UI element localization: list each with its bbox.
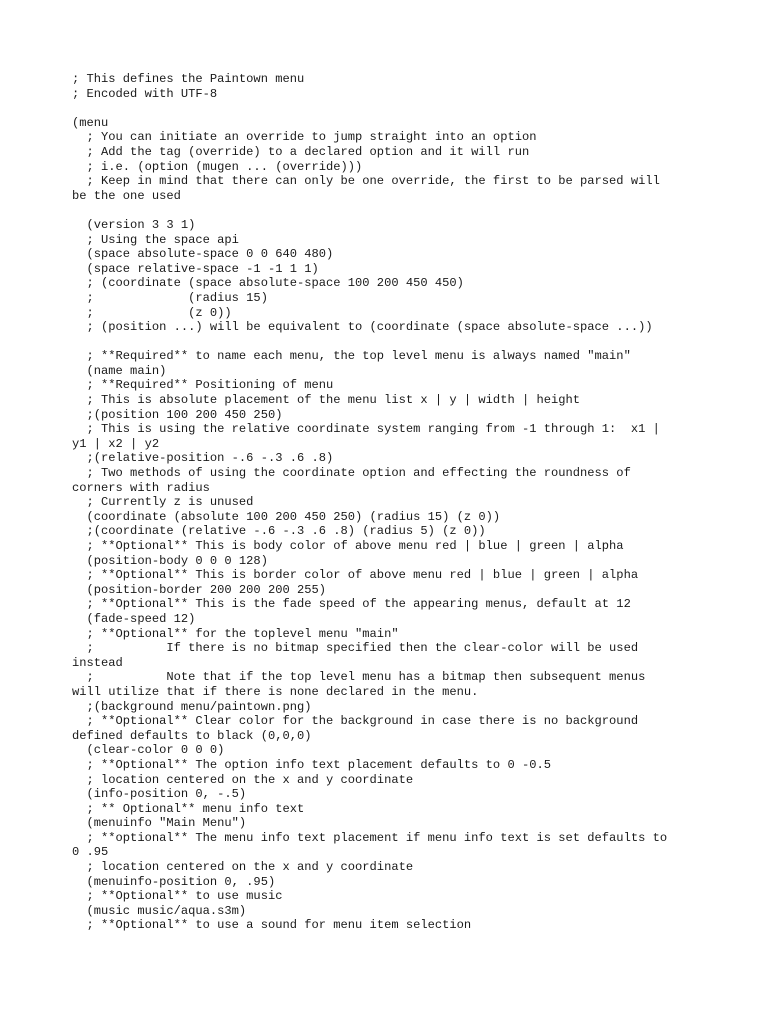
code-line: ; **Optional** This is the fade speed of the appearing menus, default at 12 [72,597,631,612]
code-line: (menuinfo "Main Menu") [72,816,247,831]
code-line: (version 3 3 1) [72,217,196,232]
code-line: be the one used [72,188,181,203]
code-line: ; **Optional** for the toplevel menu "main" [72,626,399,641]
code-line: ;(position 100 200 450 250) [72,407,283,422]
code-line: ; Using the space api [72,232,239,247]
code-line [72,335,702,350]
code-line: ; This defines the Paintown menu [72,72,305,86]
code-line: (clear-color 0 0 0) [72,743,225,758]
code-line: ; **Optional** This is body color of above menu red | blue | green | alpha [72,539,624,553]
code-line: ; i.e. (option (mugen ... (override))) [72,159,363,174]
code-line: ; ** Optional** menu info text [72,801,305,816]
code-line: ; (z 0)) [72,305,232,320]
code-line: (space relative-space -1 -1 1 1) [72,261,319,276]
code-line: (position-border 200 200 200 255) [72,582,327,597]
code-line: ; Currently z is unused [72,495,254,510]
code-line: ; **Optional** Clear color for the background in case there is no background [72,714,639,729]
code-line: ;(relative-position -.6 -.3 .6 .8) [72,451,334,466]
code-line: (space absolute-space 0 0 640 480) [72,247,334,262]
code-line: (menu [72,115,109,130]
code-line: ; **Optional** This is border color of above menu red | blue | green | alpha [72,568,639,583]
code-line: (coordinate (absolute 100 200 450 250) (radius 15) (z 0)) [72,509,501,524]
code-line: ; Add the tag (override) to a declared option and it will run [72,144,530,159]
code-line: ; (coordinate (space absolute-space 100 200 450 450) [72,276,464,291]
code-line: ; This is using the relative coordinate system ranging from -1 through 1: x1 | [72,422,660,437]
code-line: ; Encoded with UTF-8 [72,86,218,101]
code-line: (fade-speed 12) [72,611,196,626]
code-line: (info-position 0, -.5) [72,787,247,802]
code-line: ; location centered on the x and y coordinate [72,772,414,787]
code-line: ; This is absolute placement of the menu list x | y | width | height [72,393,581,408]
code-line: ; **Required** Positioning of menu [72,378,334,393]
code-line: ; (radius 15) [72,290,268,305]
code-line: instead [72,655,123,670]
code-line: (music music/aqua.s3m) [72,903,247,918]
code-line: (position-body 0 0 0 128) [72,553,268,568]
code-line: ;(background menu/paintown.png) [72,699,312,714]
code-line: ; If there is no bitmap specified then the clear-color will be used [72,641,639,656]
code-line: ; **Optional** to use a sound for menu item selection [72,918,472,933]
code-line: ; **Optional** The option info text placement defaults to 0 -0.5 [72,757,551,772]
code-line: ; location centered on the x and y coordinate [72,860,414,875]
code-line [72,101,702,116]
code-line: ; **Optional** to use music [72,889,283,904]
code-line: ; Note that if the top level menu has a bitmap then subsequent menus [72,670,646,685]
code-line: defined defaults to black (0,0,0) [72,728,312,743]
code-line: ; **Required** to name each menu, the top level menu is always named "main" [72,349,631,364]
code-line: ; Two methods of using the coordinate option and effecting the roundness of [72,466,631,481]
code-line: ; Keep in mind that there can only be one override, the first to be parsed will [72,174,660,189]
code-listing [72,72,702,933]
code-line [72,203,702,218]
code-line: (menuinfo-position 0, .95) [72,874,276,889]
code-line: ;(coordinate (relative -.6 -.3 .6 .8) (radius 5) (z 0)) [72,524,486,539]
code-line: 0 .95 [72,845,109,860]
code-line: will utilize that if there is none declared in the menu. [72,684,479,699]
code-line: ; You can initiate an override to jump straight into an option [72,130,537,145]
code-line: ; **optional** The menu info text placement if menu info text is set defaults to [72,830,668,845]
code-line: (name main) [72,363,167,378]
code-line: ; (position ...) will be equivalent to (coordinate (space absolute-space ...)) [72,320,653,335]
code-line: corners with radius [72,480,210,495]
code-line: y1 | x2 | y2 [72,436,160,451]
